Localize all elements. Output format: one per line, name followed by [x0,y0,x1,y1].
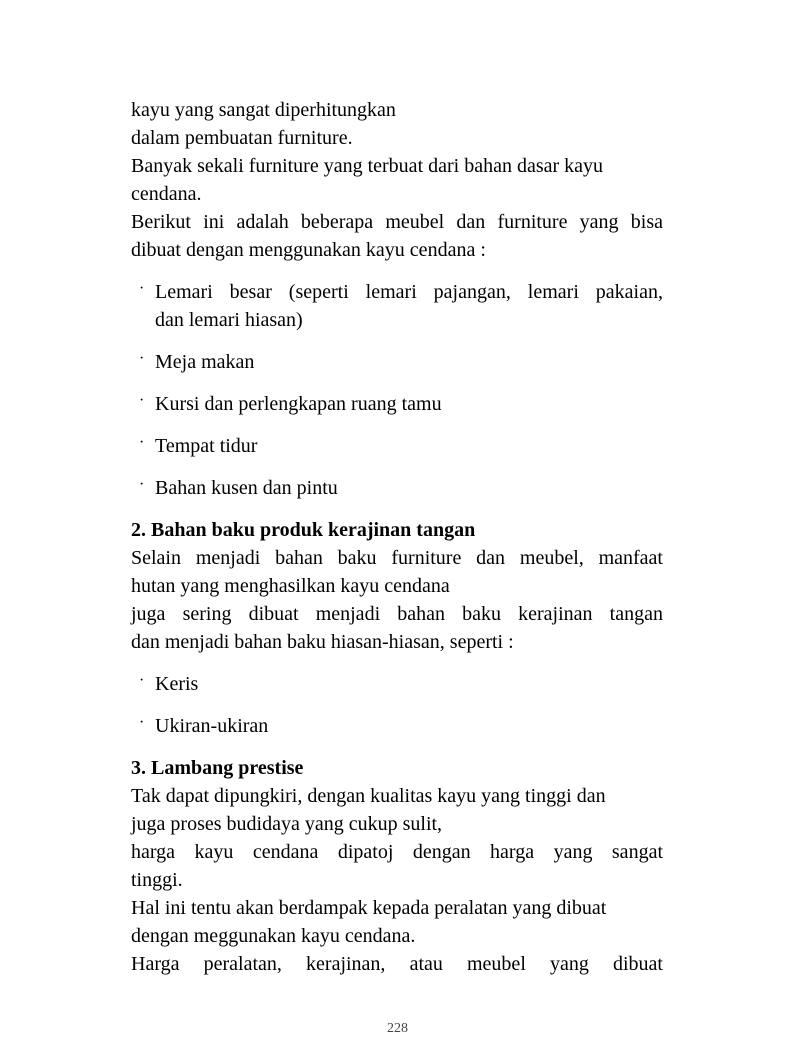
list-item [131,278,663,334]
list-item-text: Ukiran-ukiran [155,715,269,737]
page-number: 228 [387,1021,408,1036]
text-line: juga sering dibuat menjadi bahan baku kerajinan tangan [131,603,663,625]
bullet-icon: · [139,280,145,297]
list-item [131,712,663,740]
page-content [131,96,663,978]
text-line: Selain menjadi bahan baku furniture dan meubel, manfaat [131,547,663,569]
section-heading: 2. Bahan baku produk kerajinan tangan [131,519,476,541]
text-line: Harga peralatan, kerajinan, atau meubel yang dibuat [131,953,663,975]
text-line: dalam pembuatan furniture. [131,127,353,149]
text-line: dengan meggunakan kayu cendana. [131,925,416,947]
text-line: tinggi. [131,869,183,891]
list-item-text: Meja makan [155,351,255,373]
list-item-text: Tempat tidur [155,435,258,457]
list-item [131,670,663,698]
bullet-icon: · [139,434,145,451]
text-line: juga proses budidaya yang cukup sulit, [131,813,443,835]
text-line: dan menjadi bahan baku hiasan-hiasan, seperti : [131,631,514,653]
list-item [131,390,663,418]
text-line: cendana. [131,183,202,205]
text-line: kayu yang sangat diperhitungkan [131,99,396,121]
text-line: hutan yang menghasilkan kayu cendana [131,575,450,597]
list-item [131,474,663,502]
list-item-text: Bahan kusen dan pintu [155,477,338,499]
bullet-icon: · [139,350,145,367]
text-line: Banyak sekali furniture yang terbuat dari bahan dasar kayu [131,155,604,177]
list-item-text: Keris [155,673,199,695]
list-item-text: Lemari besar (seperti lemari pajangan, lemari pakaian, [155,281,663,303]
bullet-icon: · [139,476,145,493]
text-line: dibuat dengan menggunakan kayu cendana : [131,239,486,261]
text-line: harga kayu cendana dipatoj dengan harga yang sangat [131,841,663,863]
list-item-text: Kursi dan perlengkapan ruang tamu [155,393,442,415]
text-line: Tak dapat dipungkiri, dengan kualitas kayu yang tinggi dan [131,785,606,807]
list-item [131,348,663,376]
bullet-icon: · [139,714,145,731]
list-item-text: dan lemari hiasan) [155,309,303,331]
text-line: Berikut ini adalah beberapa meubel dan furniture yang bisa [131,211,663,233]
bullet-icon: · [139,392,145,409]
text-line: Hal ini tentu akan berdampak kepada peralatan yang dibuat [131,897,607,919]
bullet-icon: · [139,672,145,689]
section-heading: 3. Lambang prestise [131,757,304,779]
list-item [131,432,663,460]
